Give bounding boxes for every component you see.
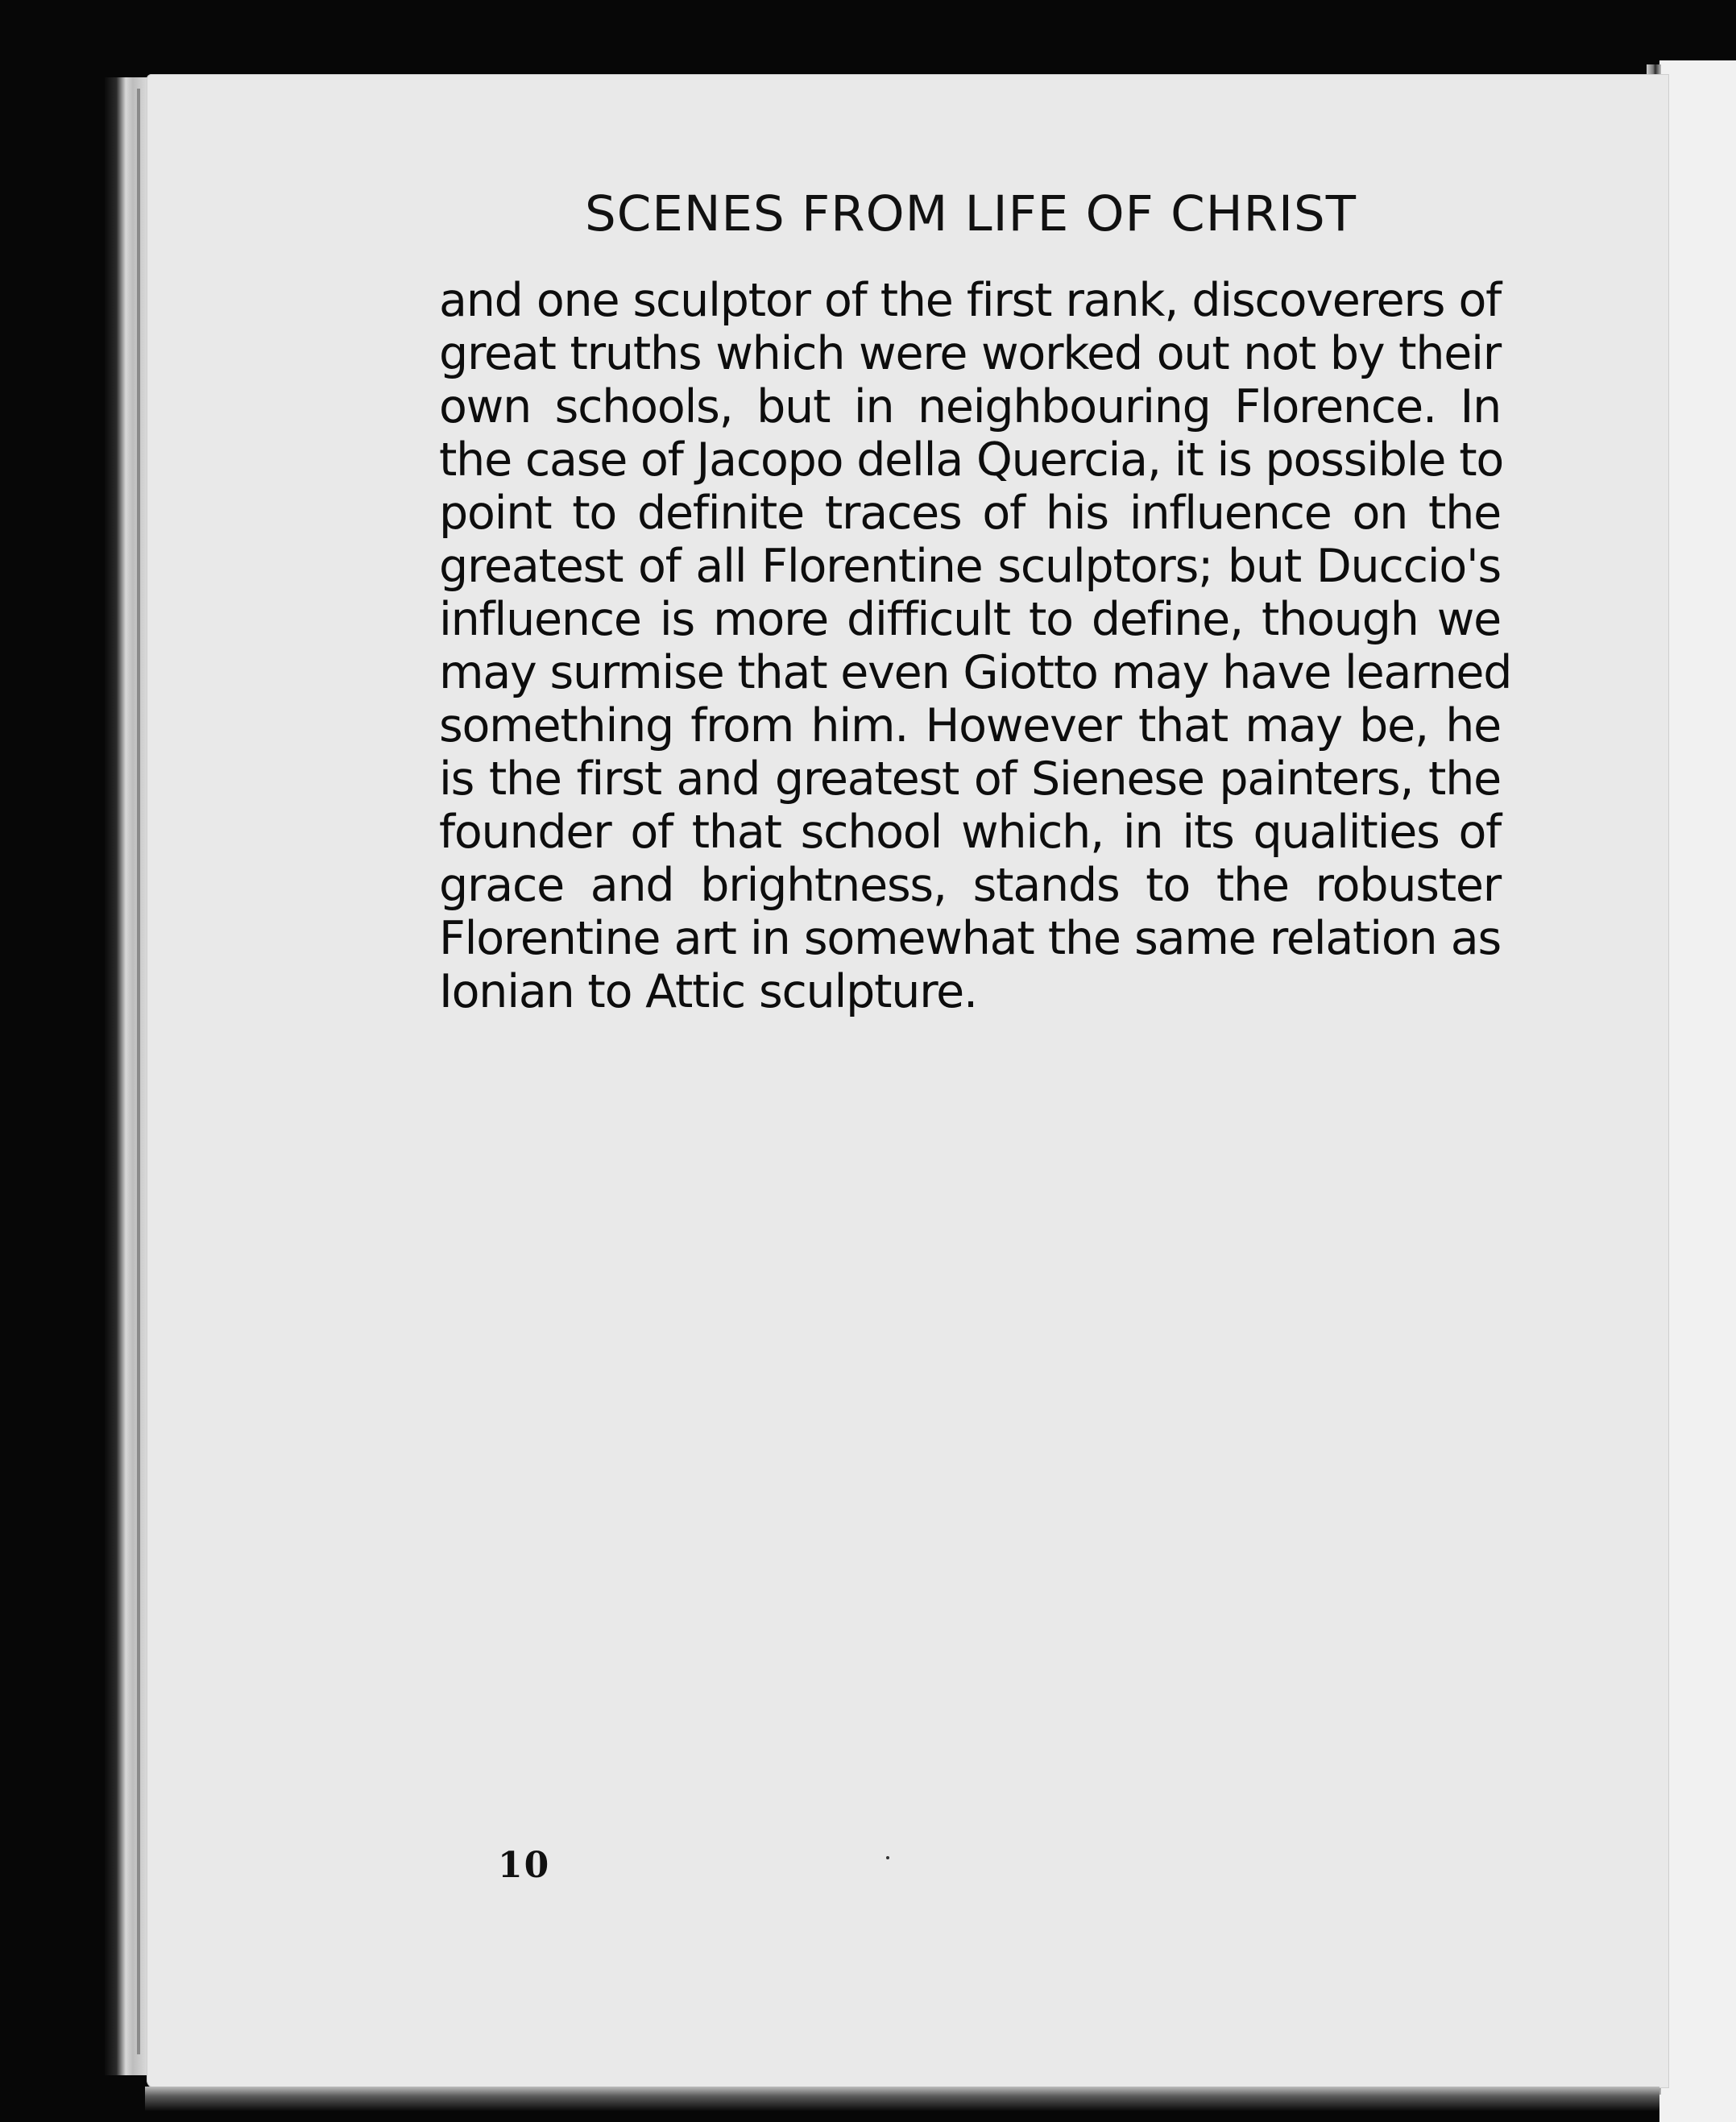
body-text xyxy=(439,274,1512,1018)
text-line: may surmise that even Giotto may have learned xyxy=(439,646,1512,699)
text-line: great truths which were worked out not by their xyxy=(439,327,1501,380)
ink-speck xyxy=(886,1856,889,1859)
text-line: the case of Jacopo della Quercia, it is possible to xyxy=(439,433,1504,487)
page-number: 10 xyxy=(498,1845,551,1886)
text-line: something from him. However that may be, he xyxy=(439,699,1501,752)
text-line: Florentine art in somewhat the same relation as xyxy=(439,912,1501,965)
text-line: own schools, but in neighbouring Florence. In xyxy=(439,380,1501,433)
text-line: influence is more difficult to define, though we xyxy=(439,593,1501,646)
text-line: and one sculptor of the first rank, discoverers of xyxy=(439,274,1501,327)
text-line-last: Ionian to Attic sculpture. xyxy=(439,965,977,1018)
text-line: grace and brightness, stands to the robuster xyxy=(439,859,1501,912)
text-line: point to definite traces of his influence on the xyxy=(439,487,1501,540)
page-gutter xyxy=(105,77,151,2075)
text-line: greatest of all Florentine sculptors; but Duccio's xyxy=(439,540,1501,593)
page-bottom-edge xyxy=(145,2087,1659,2111)
facing-page-edge xyxy=(1659,60,1736,2122)
gutter-line xyxy=(137,89,140,2054)
text-line: is the first and greatest of Sienese painters, the xyxy=(439,752,1501,806)
running-head: SCENES FROM LIFE OF CHRIST xyxy=(585,185,1357,242)
text-line: founder of that school which, in its qualities of xyxy=(439,806,1501,859)
